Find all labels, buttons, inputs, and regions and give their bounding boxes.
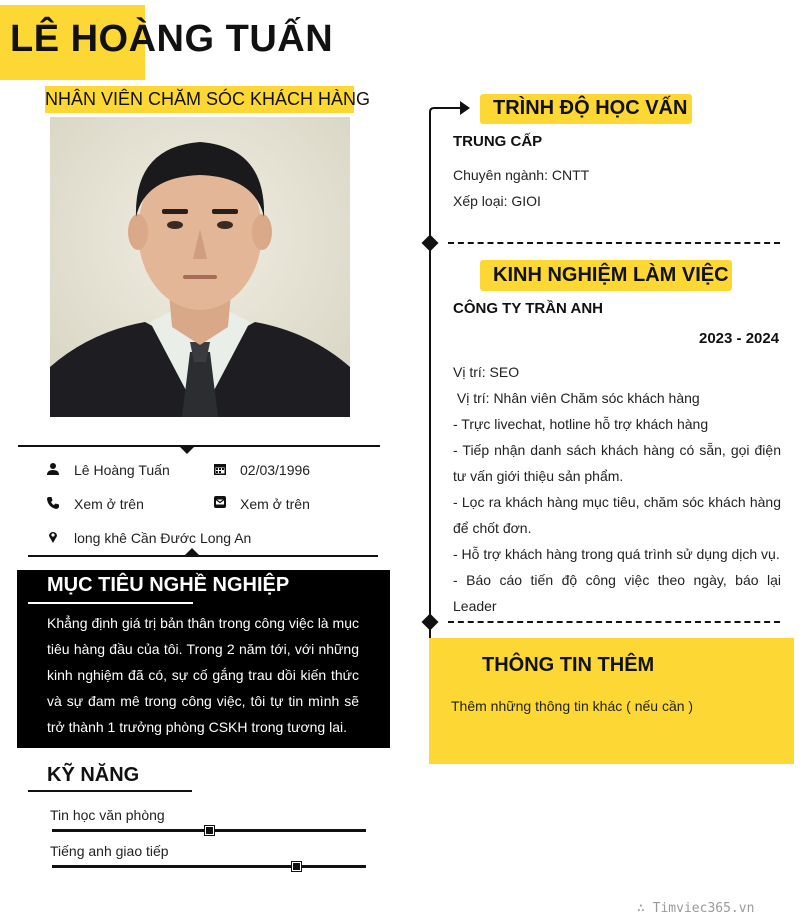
contact-phone: Xem ở trên (74, 496, 144, 512)
user-icon (46, 462, 60, 476)
map-marker-icon (46, 530, 60, 544)
contact-top-arrow (179, 446, 195, 454)
extra-info-text: Thêm những thông tin khác ( nếu cần ) (451, 698, 694, 714)
skills-title: KỸ NĂNG (47, 764, 140, 786)
experience-title: KINH NGHIỆM LÀM VIỆC (493, 264, 729, 286)
experience-line: - Báo cáo tiến độ công việc theo ngày, báo lại Leader (453, 572, 781, 614)
contact-bottom-divider (28, 555, 378, 557)
contact-name: Lê Hoàng Tuấn (74, 462, 170, 478)
watermark: ∴ Timviec365.vn (637, 901, 755, 916)
timeline-line (429, 118, 431, 648)
timeline-top-arrow (424, 98, 474, 128)
objective-underline (28, 602, 193, 604)
experience-line: - Tiếp nhận danh sách khách hàng có sẵn, gọi điện tư vấn giới thiệu sản phẩm. (453, 442, 781, 484)
education-title: TRÌNH ĐỘ HỌC VẤN (493, 97, 688, 119)
contact-top-divider (18, 445, 380, 447)
profile-photo-illustration (50, 117, 350, 417)
timeline-node (422, 614, 439, 631)
skill-label: Tiếng anh giao tiếp (50, 843, 169, 859)
contact-birthday: 02/03/1996 (240, 462, 311, 478)
education-school: TRUNG CẤP (453, 133, 543, 150)
skill-track (52, 865, 366, 868)
candidate-name: LÊ HOÀNG TUẤN (10, 18, 334, 60)
experience-line: - Lọc ra khách hàng mục tiêu, chăm sóc khách hàng để chốt đơn. (453, 494, 781, 536)
experience-line: Vị trí: Nhân viên Chăm sóc khách hàng (453, 390, 700, 406)
skill-level-marker (205, 826, 214, 835)
education-major: Chuyên ngành: CNTT (453, 167, 590, 183)
experience-line: - Hỗ trợ khách hàng trong quá trình sử dụng dịch vụ. (453, 546, 780, 562)
contact-email: Xem ở trên (240, 496, 310, 512)
section-divider (448, 621, 780, 623)
profile-photo (50, 117, 350, 417)
objective-title: MỤC TIÊU NGHỀ NGHIỆP (47, 574, 290, 596)
experience-line: Vị trí: SEO (453, 364, 520, 380)
skills-underline (28, 790, 192, 792)
experience-description (453, 359, 781, 619)
skill-label: Tin học văn phòng (50, 807, 165, 823)
objective-text: Khẳng định giá trị bản thân trong công việc là mục tiêu hàng đầu của tôi. Trong 2 năm tới, với những kinh nghiệm đã có, sự cố gắng trau dồi kiến thức và sự đam mê trong công việc, tôi tự tin mình sẽ trở thành 1 trưởng phòng CSKH trong tương lai. (47, 615, 359, 735)
experience-period: 2023 - 2024 (699, 330, 780, 347)
extra-info-title: THÔNG TIN THÊM (482, 654, 655, 676)
job-title: NHÂN VIÊN CHĂM SÓC KHÁCH HÀNG (45, 86, 354, 113)
phone-icon (46, 496, 60, 510)
education-rank: Xếp loại: GIOI (453, 193, 541, 209)
experience-line: - Trực livechat, hotline hỗ trợ khách hàng (453, 416, 709, 432)
timeline-node (422, 235, 439, 252)
skill-level-marker (292, 862, 301, 871)
experience-company: CÔNG TY TRẦN ANH (453, 300, 603, 317)
envelope-icon (213, 495, 227, 509)
calendar-icon (213, 462, 227, 476)
section-divider (448, 242, 780, 244)
contact-address: long khê Cần Đước Long An (74, 530, 252, 546)
